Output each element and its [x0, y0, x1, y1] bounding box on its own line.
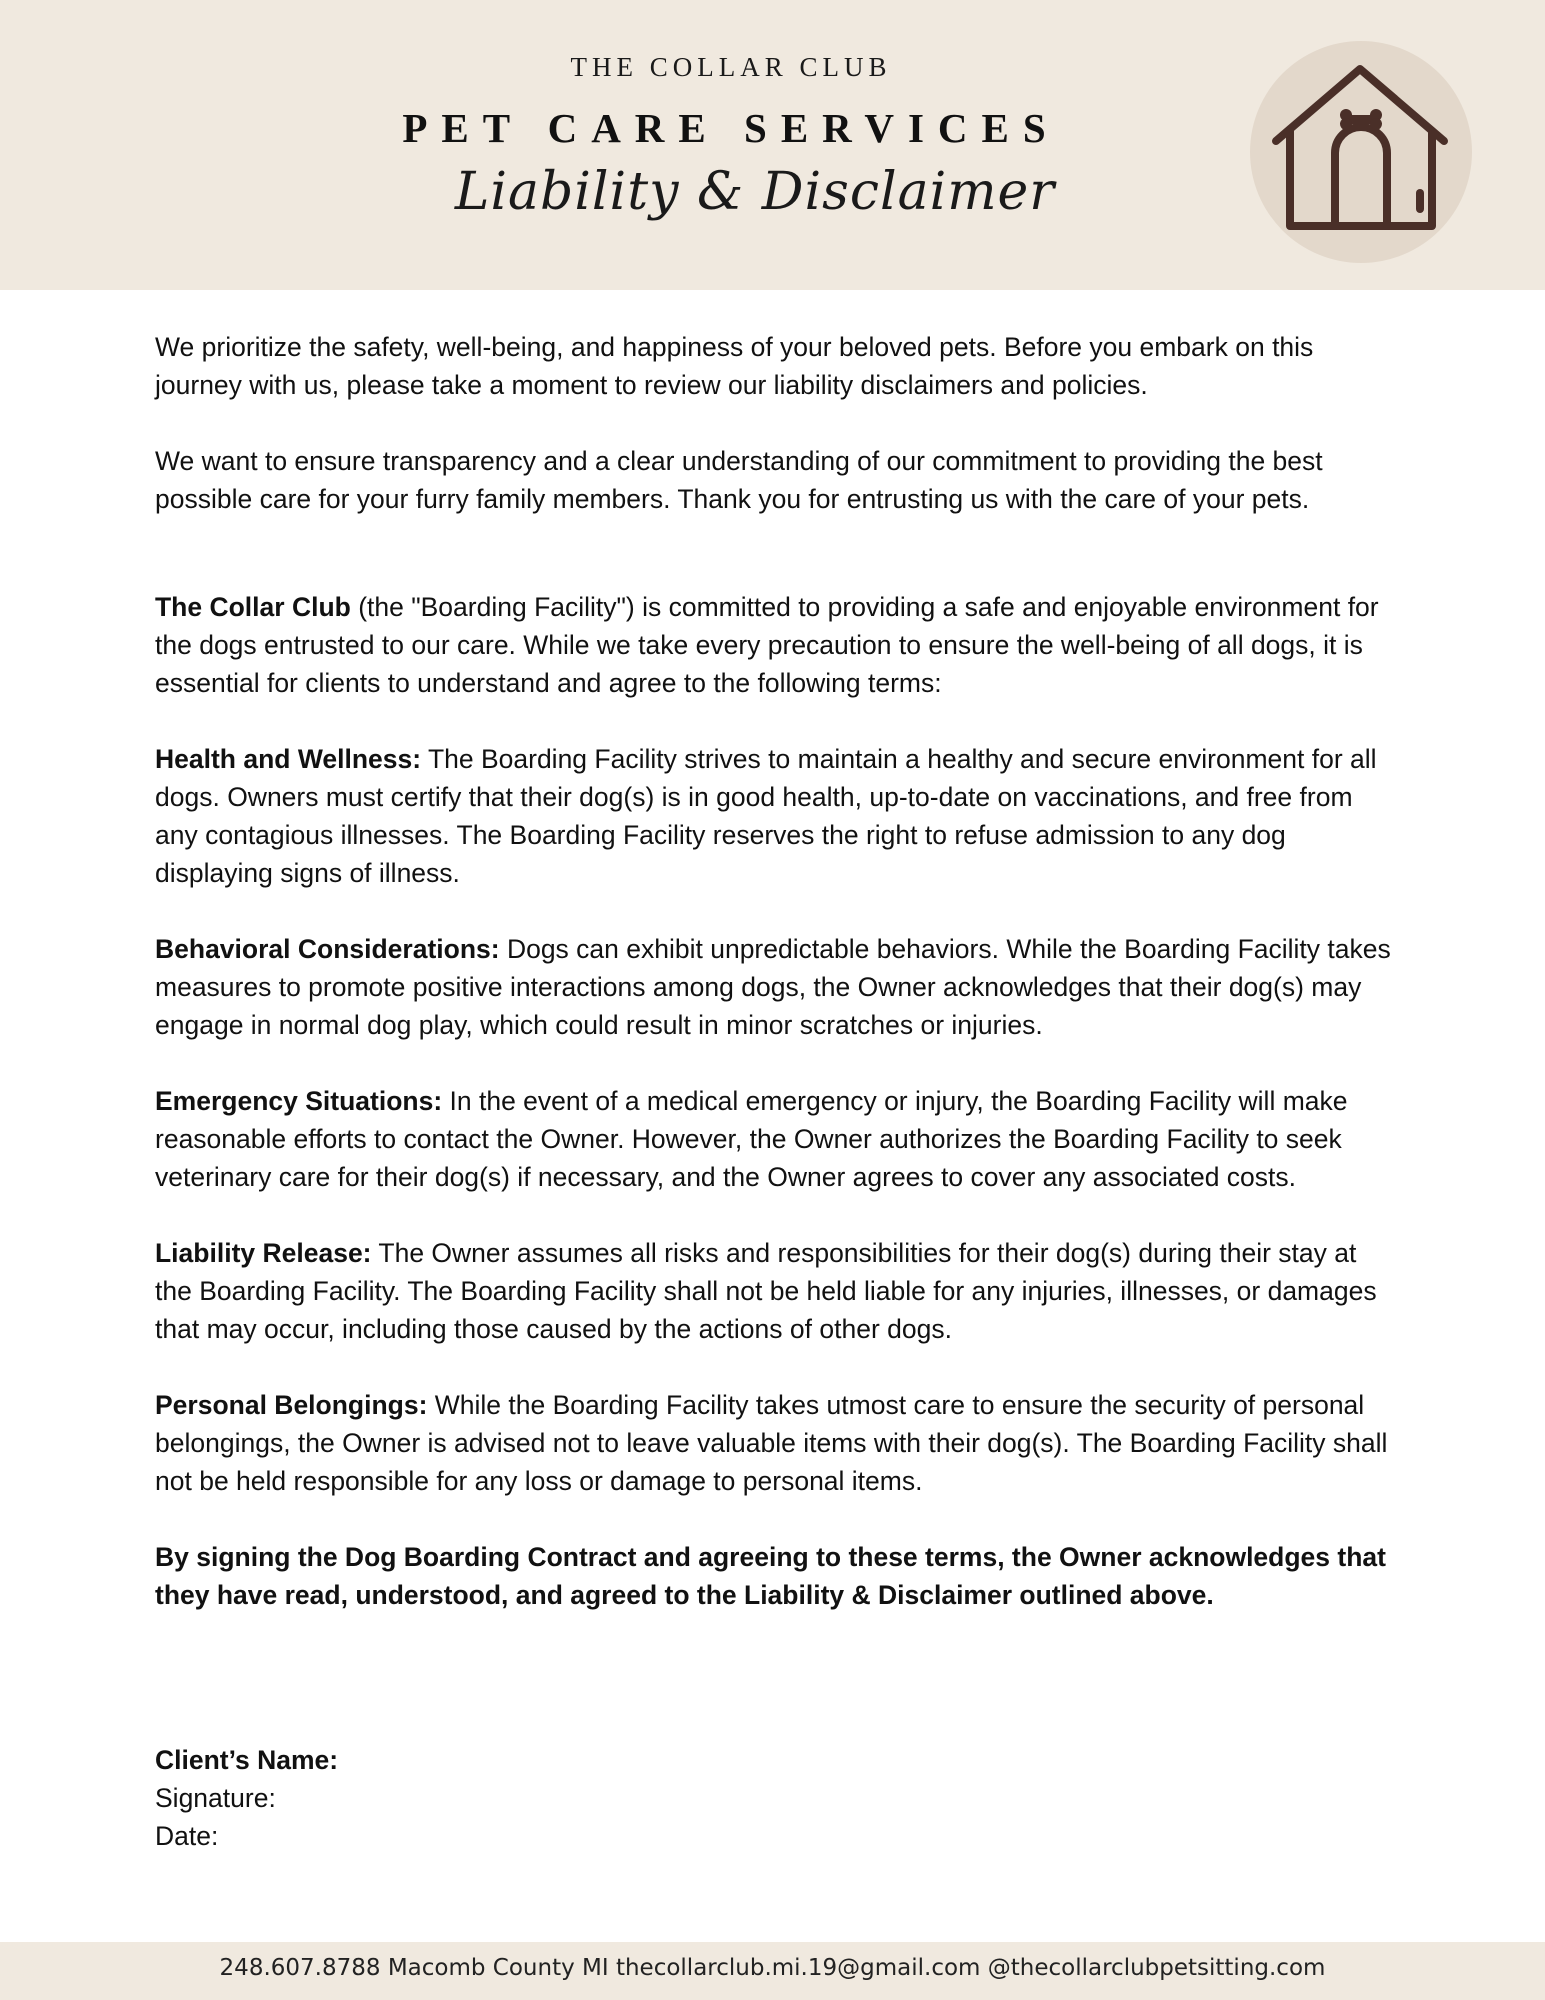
- term-text: The Boarding Facility strives to maintain a healthy and secure environment for all dogs. Owners must certify that their dog(s) is in good health, up-to-date on vaccinations, and free from any contagious illnesses. The Boarding Facility reserves the right to refuse admission to any dog displaying signs of illness.: [155, 744, 1377, 888]
- intro-paragraph: We want to ensure transparency and a clear understanding of our commitment to providing the best possible care for your furry family members. Thank you for entrusting us with the care of your pets.: [155, 446, 1323, 514]
- term-text: The Owner assumes all risks and responsibilities for their dog(s) during their stay at the Boarding Facility. The Boarding Facility shall not be held liable for any injuries, illnesses, or damages that may occur, including those caused by the actions of other dogs.: [155, 1238, 1377, 1344]
- date-label: Date:: [155, 1821, 219, 1851]
- term-section: [155, 740, 1395, 892]
- term-heading: Behavioral Considerations:: [155, 934, 500, 964]
- dog-house-icon: [1250, 41, 1472, 263]
- signature-block: [155, 1741, 338, 1855]
- client-name-label: Client’s Name:: [155, 1745, 339, 1775]
- footer-band: [0, 1942, 1545, 2000]
- company-name: The Collar Club: [155, 592, 351, 622]
- term-section: [155, 930, 1395, 1044]
- term-heading: Health and Wellness:: [155, 744, 422, 774]
- intro-paragraph: We prioritize the safety, well-being, and happiness of your beloved pets. Before you embark on this journey with us, please take a moment to review our liability disclaimers and policies.: [155, 332, 1314, 400]
- term-section: [155, 1234, 1395, 1348]
- term-text: In the event of a medical emergency or injury, the Boarding Facility will make reasonable efforts to contact the Owner. However, the Owner authorizes the Boarding Facility to seek veterinary care for their dog(s) if necessary, and the Owner agrees to cover any associated costs.: [155, 1086, 1348, 1192]
- page-title: PET CARE SERVICES: [402, 105, 1060, 151]
- term-section: [155, 1082, 1395, 1196]
- term-heading: Personal Belongings:: [155, 1390, 428, 1420]
- term-section: [155, 1386, 1395, 1500]
- footer-contact: 248.607.8788 Macomb County MI thecollarclub.mi.19@gmail.com @thecollarclubpetsitting.com: [219, 1955, 1326, 1981]
- term-heading: Liability Release:: [155, 1238, 372, 1268]
- header-band: [0, 0, 1545, 290]
- terms-opening: [155, 588, 1395, 702]
- brand-name: THE COLLAR CLUB: [570, 52, 892, 82]
- signature-label: Signature:: [155, 1783, 276, 1813]
- page-subtitle: Liability & Disclaimer: [454, 162, 1056, 222]
- term-text: Dogs can exhibit unpredictable behaviors. While the Boarding Facility takes measures to promote positive interactions among dogs, the Owner acknowledges that their dog(s) may engage in normal dog play, which could result in minor scratches or injuries.: [155, 934, 1391, 1040]
- acknowledgement-statement: By signing the Dog Boarding Contract and agreeing to these terms, the Owner acknowledges that they have read, understood, and agreed to the Liability & Disclaimer outlined above.: [155, 1542, 1386, 1610]
- terms-opening-text: (the "Boarding Facility") is committed to providing a safe and enjoyable environment for the dogs entrusted to our care. While we take every precaution to ensure the well-being of all dogs, it is essential for clients to understand and agree to the following terms:: [155, 592, 1379, 698]
- term-text: While the Boarding Facility takes utmost care to ensure the security of personal belongings, the Owner is advised not to leave valuable items with their dog(s). The Boarding Facility shall not be held responsible for any loss or damage to personal items.: [155, 1390, 1388, 1496]
- term-heading: Emergency Situations:: [155, 1086, 443, 1116]
- document-body: [155, 328, 1395, 1614]
